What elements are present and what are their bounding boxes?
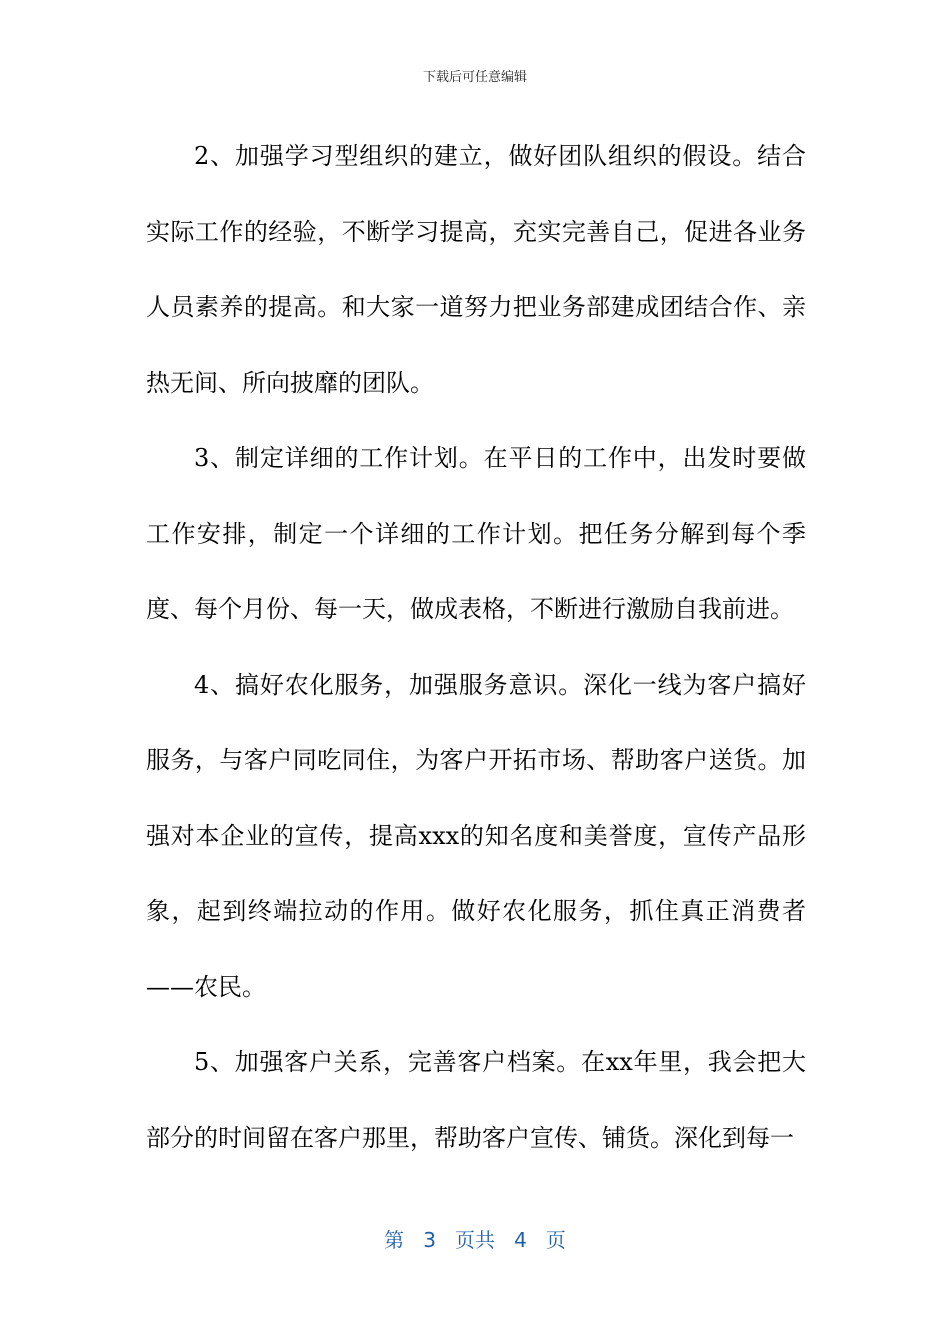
paragraph-4: 4、搞好农化服务，加强服务意识。深化一线为客户搞好服务，与客户同吃同住，为客户开拓市场、帮助客户送货。加强对本企业的宣传，提高xxx的知名度和美誉度，宣传产品形象，起到终端拉动的作用。做好农化服务，抓住真正消费者——农民。 [146,670,806,1001]
footer-suffix: 页 [545,1228,566,1252]
paragraph-2: 2、加强学习型组织的建立，做好团队组织的假设。结合实际工作的经验，不断学习提高，充实完善自己，促进各业务人员素养的提高。和大家一道努力把业务部建成团结合作、亲热无间、所向披靡的团队。 [146,142,806,397]
header-note: 下载后可任意编辑 [422,70,527,85]
total-pages-number: 4 [514,1228,527,1252]
paragraph-5: 5、加强客户关系，完善客户档案。在xx年里，我会把大部分的时间留在客户那里，帮助客户宣传、铺货。深化到每一 [146,1048,806,1152]
document-body [146,119,806,1176]
paragraph-3: 3、制定详细的工作计划。在平日的工作中，出发时要做工作安排，制定一个详细的工作计划。把任务分解到每个季度、每个月份、每一天，做成表格，不断进行激励自我前进。 [146,444,806,623]
page-footer [0,1224,950,1253]
footer-middle: 页共 [455,1228,495,1252]
current-page-number: 3 [423,1228,436,1252]
footer-prefix: 第 [384,1228,405,1252]
